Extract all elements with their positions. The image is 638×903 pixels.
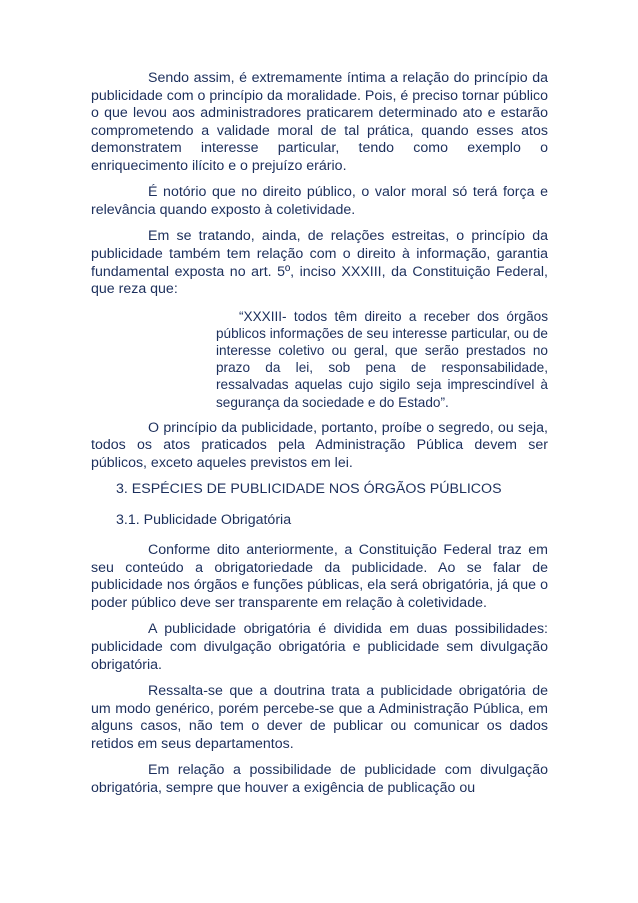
paragraph-proibe-segredo: O princípio da publicidade, portanto, proíbe o segredo, ou seja, todos os atos praticados pela Administração Pública devem ser públicos, exceto aqueles previstos em lei. [91, 419, 548, 471]
constitution-quote: “XXXIII- todos têm direito a receber dos órgãos públicos informações de seu interesse particular, ou de interesse coletivo ou geral, que serão prestados no prazo da lei, sob pena de responsabilidade, ressalvadas aquelas cujo sigilo seja imprescindível à segurança da sociedade e do Estado”. [216, 308, 548, 410]
paragraph-moralidade: Sendo assim, é extremamente íntima a relação do princípio da publicidade com o princípio da moralidade. Pois, é preciso tornar público o que levou aos administradores praticarem determinado ato e estarão comprometendo a validade moral de tal prática, quando esses atos demonstratem interesse particular, tendo como exemplo o enriquecimento ilícito e o prejuízo erário. [91, 70, 548, 174]
paragraph-valor-moral: É notório que no direito público, o valor moral só terá força e relevância quando exposto à coletividade. [91, 184, 548, 218]
paragraph-divulgacao-obrigatoria: Em relação a possibilidade de publicidade com divulgação obrigatória, sempre que houver a exigência de publicação ou [91, 762, 548, 796]
paragraph-doutrina: Ressalta-se que a doutrina trata a publicidade obrigatória de um modo genérico, porém percebe-se que a Administração Pública, em alguns casos, não tem o dever de publicar ou comunicar os dados retidos em seus departamentos. [91, 683, 548, 752]
section-heading-3: 3. ESPÉCIES DE PUBLICIDADE NOS ÓRGÃOS PÚBLICOS [116, 481, 502, 498]
paragraph-obrigatoriedade: Conforme dito anteriormente, a Constituição Federal traz em seu conteúdo a obrigatoriedade da publicidade. Ao se falar de publicidade nos órgãos e funções públicas, ela será obrigatória, já que o poder público deve ser transparente em relação à coletividade. [91, 542, 548, 612]
document-page [91, 70, 548, 806]
section-heading-3-1: 3.1. Publicidade Obrigatória [116, 511, 292, 528]
paragraph-divisao: A publicidade obrigatória é dividida em duas possibilidades: publicidade com divulgação obrigatória e publicidade sem divulgação obrigatória. [91, 621, 548, 673]
paragraph-direito-informacao: Em se tratando, ainda, de relações estreitas, o princípio da publicidade também tem relação com o direito à informação, garantia fundamental exposta no art. 5º, inciso XXXIII, da Constituição Federal, que reza que: [91, 228, 548, 298]
